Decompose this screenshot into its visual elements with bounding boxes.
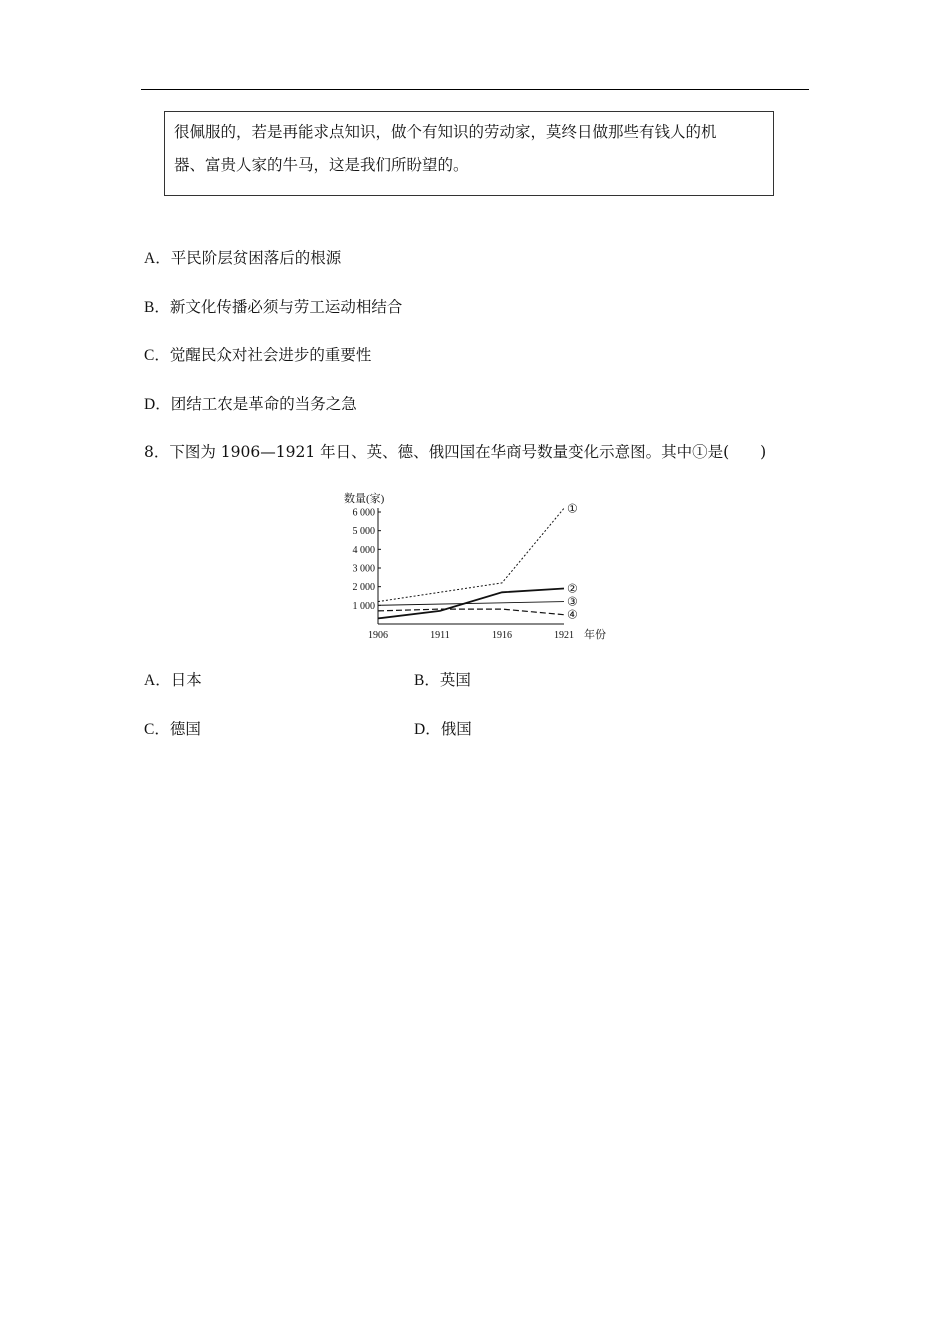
y-tick-label: 2 000 [352, 582, 375, 594]
option-letter: B． [414, 672, 440, 689]
q8-option-c[interactable] [144, 717, 201, 739]
option-text: 日本 [170, 671, 202, 689]
q7-option-a[interactable] [144, 246, 341, 268]
passage-line-1: 很佩服的，若是再能求点知识，做个有知识的劳动家，莫终日做那些有钱人的机 [174, 123, 717, 141]
x-tick-label: 1921 [554, 630, 574, 641]
option-letter: A． [144, 250, 171, 267]
y-axis-label: 数量(家) [344, 493, 385, 505]
option-text: 新文化传播必须与劳工运动相结合 [169, 298, 403, 316]
q8-option-a[interactable] [144, 668, 202, 690]
series-label-2: ② [567, 581, 578, 596]
x-tick-label: 1911 [430, 630, 450, 641]
y-tick-label: 4 000 [352, 544, 375, 556]
option-letter: D． [414, 721, 441, 738]
option-letter: C． [144, 347, 170, 364]
passage-line-2: 器、富贵人家的牛马，这是我们所盼望的。 [174, 156, 469, 174]
y-tick-label: 3 000 [352, 563, 375, 575]
x-tick-label: 1906 [368, 630, 388, 641]
option-text: 英国 [439, 671, 471, 689]
option-letter: A． [144, 672, 171, 689]
y-tick-label: 5 000 [352, 526, 375, 538]
chart-svg [336, 488, 626, 648]
x-tick-label: 1916 [492, 630, 512, 641]
q7-option-b[interactable] [144, 295, 402, 317]
q8-option-d[interactable] [414, 717, 472, 739]
series-label-4: ④ [567, 607, 578, 622]
option-text: 平民阶层贫困落后的根源 [170, 249, 342, 267]
q8-option-b[interactable] [414, 668, 471, 690]
q7-option-c[interactable] [144, 343, 371, 365]
option-text: 俄国 [440, 720, 472, 738]
option-text: 团结工农是革命的当务之急 [170, 395, 357, 413]
option-text: 德国 [169, 720, 201, 738]
header-rule [141, 89, 809, 90]
series-line-4 [378, 609, 564, 615]
series-line-1 [378, 508, 564, 601]
y-tick-label: 6 000 [352, 507, 375, 519]
x-axis-label: 年份 [584, 629, 606, 641]
q8-stem: 8．下图为 1906—1921 年日、英、德、俄四国在华商号数量变化示意图。其中①是( ) [144, 443, 767, 461]
q8-chart [336, 488, 626, 648]
series-label-3: ③ [567, 594, 578, 609]
passage-box [164, 111, 774, 196]
series-label-1: ① [567, 501, 578, 516]
option-letter: D． [144, 396, 171, 413]
q7-option-d[interactable] [144, 392, 357, 414]
option-letter: C． [144, 721, 170, 738]
option-letter: B． [144, 299, 170, 316]
option-text: 觉醒民众对社会进步的重要性 [169, 346, 372, 364]
y-tick-label: 1 000 [352, 600, 375, 612]
